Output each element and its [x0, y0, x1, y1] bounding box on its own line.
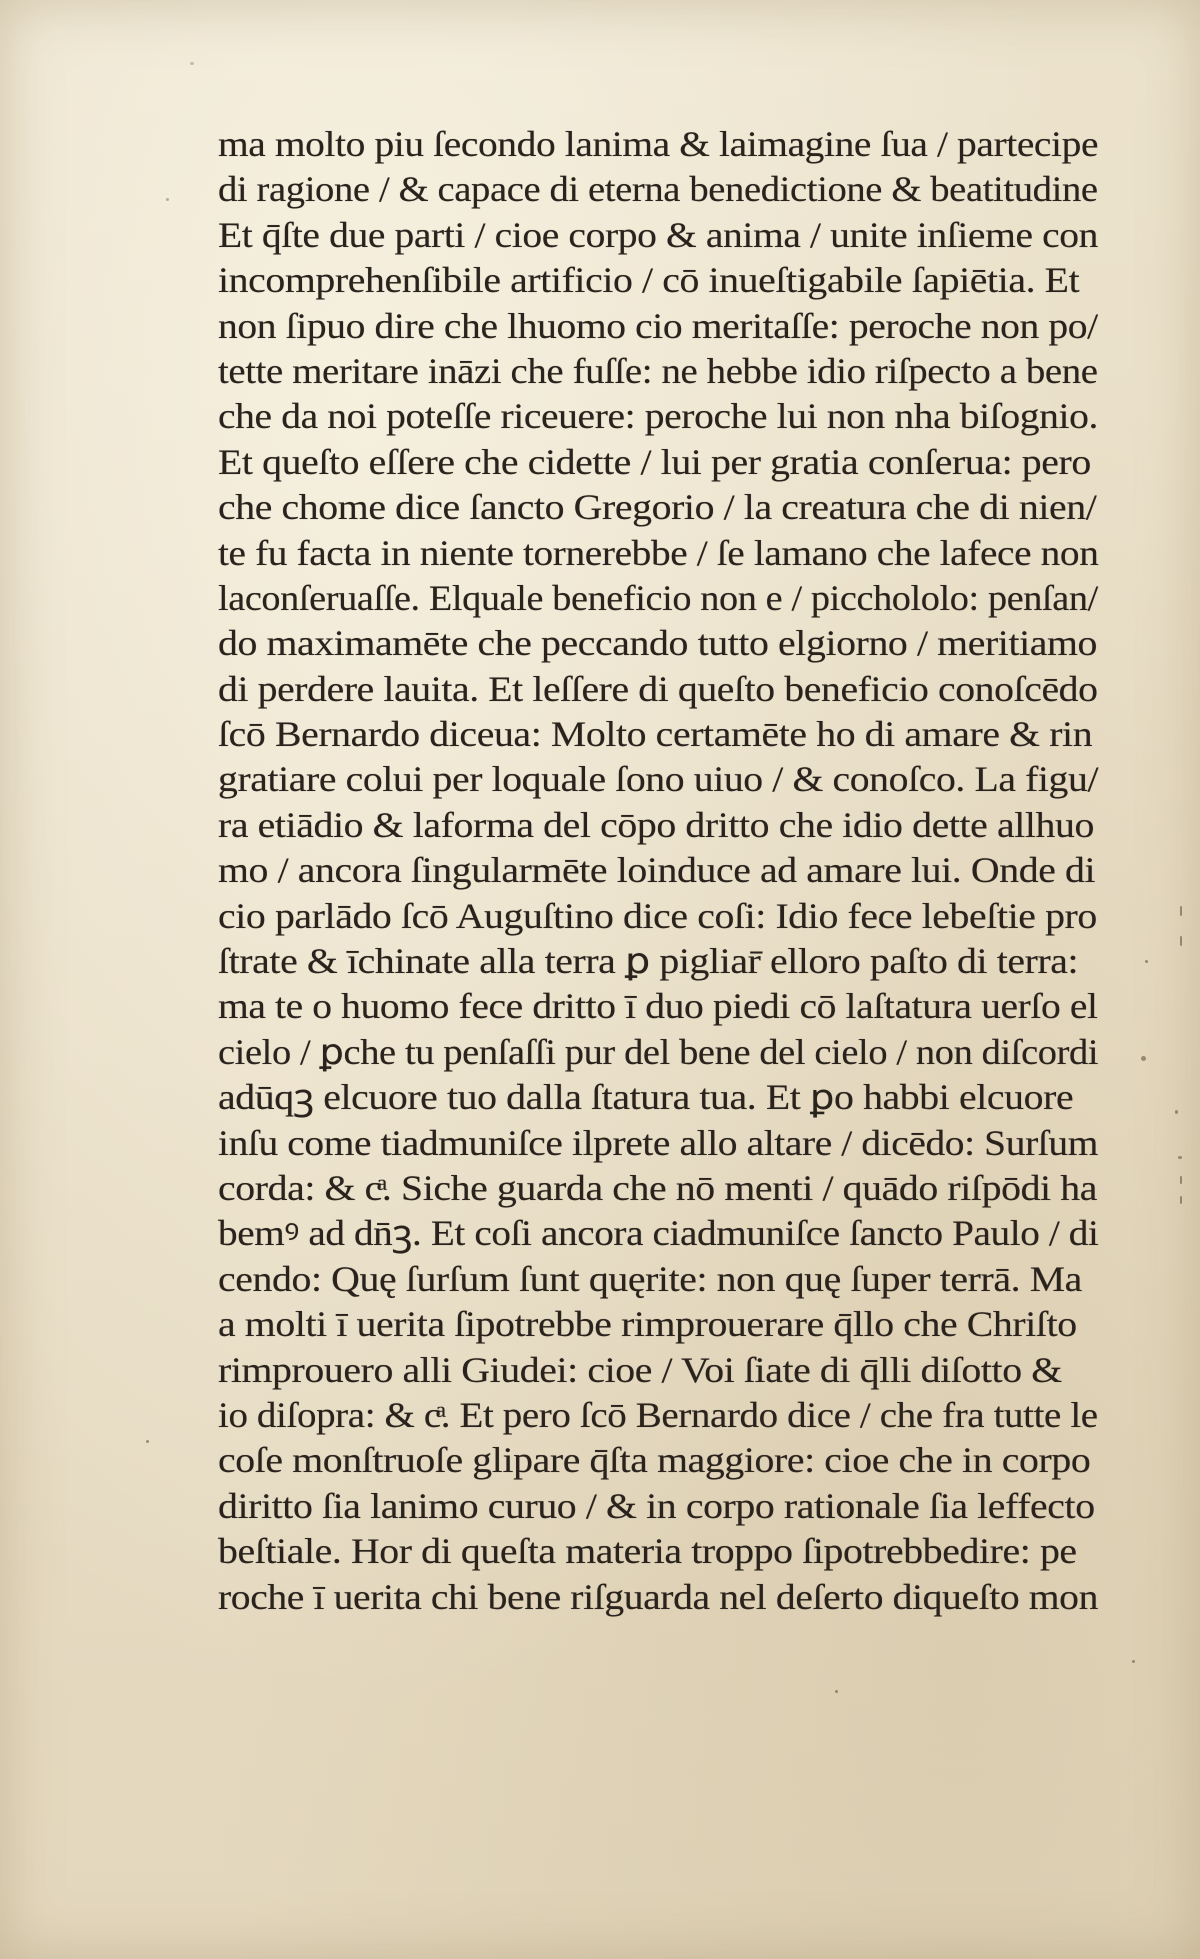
text-line: Et queſto eſſere che cidette / lui per gratia conſerua: pero: [218, 441, 1091, 482]
text-line: inſu come tiadmuniſce ilprete allo altare / dicēdo: Surſum: [218, 1122, 1099, 1163]
ink-speck: [835, 1690, 838, 1693]
text-line: laconſeruaſſe. Elquale beneficio non e / picchololo: penſan/: [218, 577, 1098, 618]
ink-speck: [1132, 1660, 1135, 1663]
ink-speck: [166, 198, 169, 201]
ink-speck: [1180, 1176, 1182, 1184]
ink-speck: [1180, 906, 1182, 916]
text-line: bemꝰ ad dn̄ꝫ. Et coſi ancora ciadmuniſce ſancto Paulo / di: [218, 1213, 1099, 1254]
text-line: cielo / ꝑche tu penſaſſi pur del bene del cielo / non diſcordi: [218, 1031, 1099, 1072]
text-line: incomprehenſibile artificio / cō inueſtigabile ſapiētia. Et: [218, 260, 1080, 301]
text-line: mo / ancora ſingularmēte loinduce ad amare lui. Onde di: [218, 850, 1096, 891]
ink-speck: [1180, 936, 1182, 946]
text-line: ma molto piu ſecondo lanima & laimagine ſua / partecipe: [218, 124, 1099, 164]
text-line: ſcō Bernardo diceua: Molto certamēte ho di amare & rin: [218, 714, 1093, 755]
text-line: tette meritare ināzi che fuſſe: ne hebbe idio riſpecto a bene: [218, 350, 1098, 391]
ink-speck: [1141, 1056, 1146, 1061]
ink-speck: [146, 1440, 149, 1443]
text-line: do maximamēte che peccando tutto elgiorno / meritiamo: [218, 623, 1098, 664]
text-line: ſtrate & īchinate alla terra ꝑ pigliar̄ elloro paſto di terra:: [218, 941, 1079, 982]
text-column: [218, 122, 1098, 1620]
text-line: coſe monſtruoſe glipare q̄ſta maggiore: cioe che in corpo: [218, 1440, 1091, 1481]
text-line: ma te o huomo fece dritto ī duo piedi cō laſtatura uerſo el: [218, 986, 1098, 1027]
text-line: io diſopra: & cͣ. Et pero ſcō Bernardo dice / che fra tutte le: [218, 1394, 1098, 1435]
ink-speck: [1175, 1110, 1178, 1114]
text-line: beſtiale. Hor di queſta materia troppo ſipotrebbedire: pe: [218, 1531, 1077, 1572]
ink-speck: [1178, 1156, 1182, 1159]
text-line: che da noi poteſſe riceuere: peroche lui non nha biſognio.: [218, 396, 1098, 437]
text-line: che chome dice ſancto Gregorio / la creatura che di nien/: [218, 487, 1097, 528]
text-line: cendo: Quę ſurſum ſunt quęrite: non quę ſuper terrā. Ma: [218, 1258, 1082, 1299]
text-line: Et q̄ſte due parti / cioe corpo & anima / unite inſieme con: [218, 214, 1099, 255]
text-line: adūqꝫ elcuore tuo dalla ſtatura tua. Et ꝑo habbi elcuore: [218, 1077, 1074, 1118]
text-line: rimprouero alli Giudei: cioe / Voi ſiate di q̄lli diſotto &: [218, 1349, 1062, 1390]
text-line: ra etiādio & laforma del cōpo dritto che idio dette allhuo: [218, 804, 1094, 845]
ink-speck: [190, 62, 194, 65]
text-line: gratiare colui per loquale ſono uiuo / & conoſco. La figu/: [218, 759, 1099, 800]
text-line: cio parlādo ſcō Auguſtino dice coſi: Idio fece lebeſtie pro: [218, 895, 1097, 936]
text-line: a molti ī uerita ſipotrebbe rimprouerare q̄llo che Chriſto: [218, 1304, 1077, 1345]
text-line: te fu facta in niente tornerebbe / ſe lamano che lafece non: [218, 532, 1099, 573]
text-line: di ragione / & capace di eterna benedictione & beatitudine: [218, 169, 1098, 210]
text-line: roche ī uerita chi bene riſguarda nel deſerto diqueſto mon: [218, 1576, 1098, 1617]
ink-speck: [1180, 1196, 1182, 1204]
text-line: corda: & cͣ. Siche guarda che nō menti / quādo riſpōdi ha: [218, 1167, 1098, 1208]
text-line: di perdere lauita. Et leſſere di queſto beneficio conoſcēdo: [218, 668, 1098, 709]
ink-speck: [1145, 960, 1148, 963]
text-line: non ſipuo dire che lhuomo cio meritaſſe: peroche non po/: [218, 305, 1098, 346]
text-line: diritto ſia lanimo curuo / & in corpo rationale ſia leffecto: [218, 1485, 1095, 1526]
